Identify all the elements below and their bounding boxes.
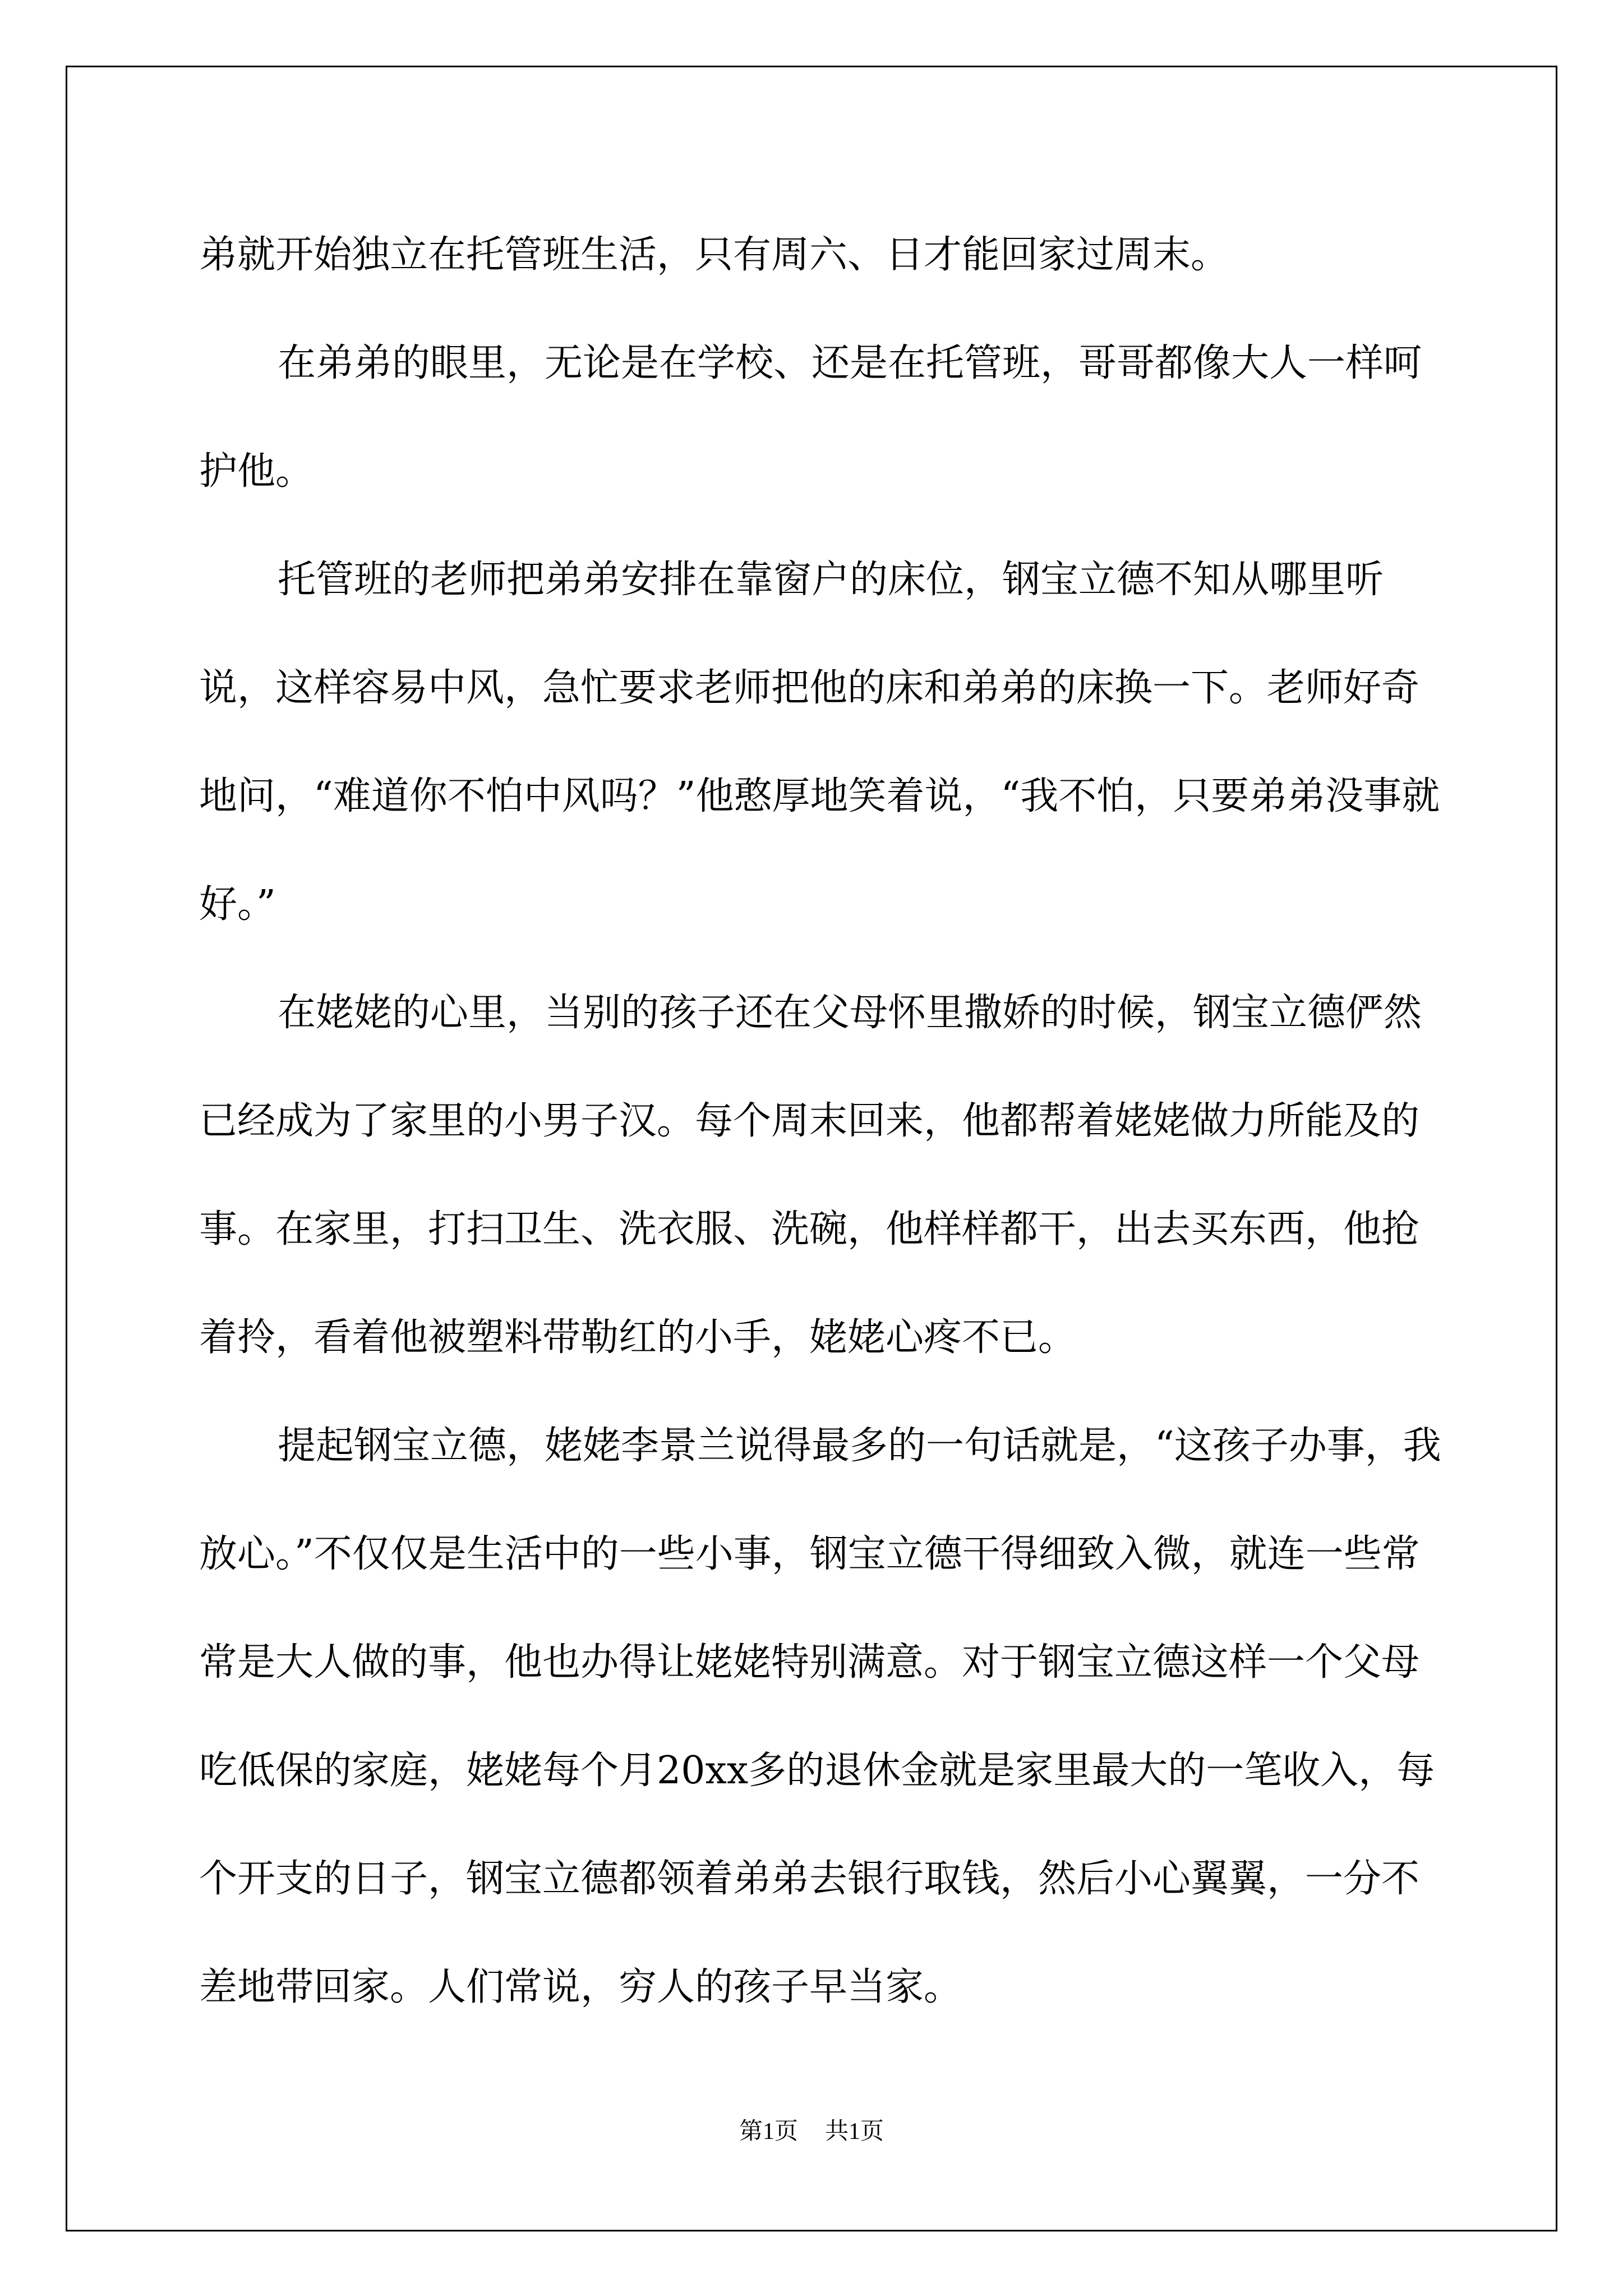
paragraph: 托管班的老师把弟弟安排在靠窗户的床位，钢宝立德不知从哪里听说，这样容易中风，急忙要求老师把他的床和弟弟的床换一下。老师好奇地问，“难道你不怕中风吗？”他憨厚地笑着说，“我不怕，只要弟弟没事就好。” xyxy=(199,558,1440,927)
total-pages: 共1页 xyxy=(825,2119,884,2145)
paragraph: 在弟弟的眼里，无论是在学校、还是在托管班，哥哥都像大人一样呵护他。 xyxy=(199,341,1422,494)
paragraph: 提起钢宝立德，姥姥李景兰说得最多的一句话就是，“这孩子办事，我放心。”不仅仅是生活中的一些小事，钢宝立德干得细致入微，就连一些常常是大人做的事，他也办得让姥姥特别满意。对于钢宝立德这样一个父母吃低保的家庭，姥姥每个月20xx多的退休金就是家里最大的一笔收入，每个开支的日子，钢宝立德都领着弟弟去银行取钱，然后小心翼翼，一分不差地带回家。人们常说，穷人的孩子早当家。 xyxy=(199,1424,1441,2009)
document-body xyxy=(199,201,1455,2041)
page-number: 第1页 xyxy=(739,2119,798,2145)
paragraph: 在姥姥的心里，当别的孩子还在父母怀里撒娇的时候，钢宝立德俨然已经成为了家里的小男子汉。每个周末回来，他都帮着姥姥做力所能及的事。在家里，打扫卫生、洗衣服、洗碗，他样样都干，出去买东西，他抢着拎，看着他被塑料带勒红的小手，姥姥心疼不已。 xyxy=(199,991,1422,1360)
page-footer xyxy=(0,2115,1623,2148)
paragraph: 弟就开始独立在托管班生活，只有周六、日才能回家过周末。 xyxy=(199,233,1229,277)
